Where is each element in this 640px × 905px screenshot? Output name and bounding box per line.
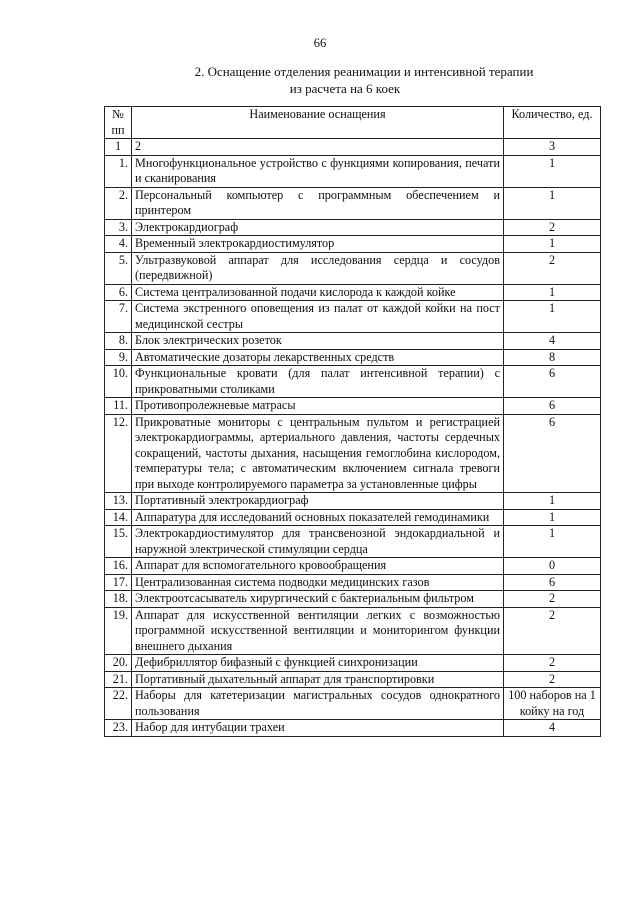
equipment-name: Централизованная система подводки медицинских газов	[132, 574, 504, 591]
equipment-quantity: 1	[504, 301, 601, 333]
equipment-name: Набор для интубации трахеи	[132, 720, 504, 737]
equipment-quantity: 1	[504, 236, 601, 253]
table-row	[105, 655, 601, 672]
row-number: 10.	[105, 366, 132, 398]
table-row	[105, 720, 601, 737]
equipment-quantity: 4	[504, 720, 601, 737]
table-row	[105, 219, 601, 236]
equipment-quantity: 1	[504, 155, 601, 187]
section-title-line1: 2. Оснащение отделения реанимации и интенсивной терапии	[194, 64, 534, 79]
equipment-name: Система экстренного оповещения из палат от каждой койки на пост медицинской сестры	[132, 301, 504, 333]
row-number: 16.	[105, 558, 132, 575]
row-number: 13.	[105, 493, 132, 510]
equipment-quantity: 6	[504, 366, 601, 398]
equipment-name: Блок электрических розеток	[132, 333, 504, 350]
row-number: 21.	[105, 671, 132, 688]
equipment-name: Противопролежневые матрасы	[132, 398, 504, 415]
table-row	[105, 333, 601, 350]
equipment-name: Автоматические дозаторы лекарственных средств	[132, 349, 504, 366]
equipment-quantity: 2	[504, 607, 601, 655]
table-row	[105, 301, 601, 333]
equipment-quantity: 6	[504, 574, 601, 591]
header-qty: Количество, ед.	[504, 107, 601, 139]
equipment-quantity: 2	[504, 655, 601, 672]
table-row	[105, 236, 601, 253]
table-row	[105, 671, 601, 688]
equipment-name: Многофункциональное устройство с функциями копирования, печати и сканирования	[132, 155, 504, 187]
table-row	[105, 574, 601, 591]
equipment-quantity: 100 наборов на 1 койку на год	[504, 688, 601, 720]
table-row	[105, 398, 601, 415]
column-index-row	[105, 139, 601, 156]
table-row	[105, 558, 601, 575]
equipment-name: Персональный компьютер с программным обеспечением и принтером	[132, 187, 504, 219]
equipment-name: Электроотсасыватель хирургический с бактериальным фильтром	[132, 591, 504, 608]
equipment-quantity: 6	[504, 398, 601, 415]
table-row	[105, 607, 601, 655]
table-row	[105, 349, 601, 366]
equipment-name: Аппарат для искусственной вентиляции легких с возможностью программной искусственной вентиляции и мониторингом функции внешнего дыхания	[132, 607, 504, 655]
row-number: 6.	[105, 284, 132, 301]
table-row	[105, 284, 601, 301]
index-cell: 2	[132, 139, 504, 156]
equipment-quantity: 8	[504, 349, 601, 366]
equipment-quantity: 1	[504, 284, 601, 301]
header-name: Наименование оснащения	[132, 107, 504, 139]
table-row	[105, 155, 601, 187]
equipment-quantity: 1	[504, 509, 601, 526]
equipment-name: Дефибриллятор бифазный с функцией синхронизации	[132, 655, 504, 672]
equipment-name: Электрокардиостимулятор для трансвенозной эндокардиальной и наружной электрической стимуляции сердца	[132, 526, 504, 558]
row-number: 9.	[105, 349, 132, 366]
equipment-name: Функциональные кровати (для палат интенсивной терапии) с прикроватными столиками	[132, 366, 504, 398]
equipment-quantity: 2	[504, 591, 601, 608]
equipment-quantity: 4	[504, 333, 601, 350]
row-number: 12.	[105, 414, 132, 493]
equipment-name: Временный электрокардиостимулятор	[132, 236, 504, 253]
row-number: 7.	[105, 301, 132, 333]
index-cell: 1	[105, 139, 132, 156]
row-number: 23.	[105, 720, 132, 737]
equipment-name: Электрокардиограф	[132, 219, 504, 236]
index-cell: 3	[504, 139, 601, 156]
equipment-name: Прикроватные мониторы с центральным пультом и регистрацией электрокардиограммы, артериального давления, частоты сердечных сокращений, частоты дыхания, насыщения гемоглобина кислородом, температуры тела; с автоматическим включением сигнала тревоги при выходе контролируемого параметра за установленные цифры	[132, 414, 504, 493]
row-number: 1.	[105, 155, 132, 187]
equipment-quantity: 2	[504, 219, 601, 236]
equipment-quantity: 0	[504, 558, 601, 575]
row-number: 15.	[105, 526, 132, 558]
section-title-line2: из расчета на 6 коек	[289, 81, 401, 96]
table-row	[105, 366, 601, 398]
equipment-quantity: 2	[504, 671, 601, 688]
equipment-name: Наборы для катетеризации магистральных сосудов однократного пользования	[132, 688, 504, 720]
equipment-name: Система централизованной подачи кислорода к каждой койке	[132, 284, 504, 301]
table-row	[105, 509, 601, 526]
row-number: 8.	[105, 333, 132, 350]
table-row	[105, 414, 601, 493]
equipment-name: Ультразвуковой аппарат для исследования сердца и сосудов (передвижной)	[132, 252, 504, 284]
equipment-name: Аппарат для вспомогательного кровообращения	[132, 558, 504, 575]
row-number: 20.	[105, 655, 132, 672]
equipment-name: Портативный дыхательный аппарат для транспортировки	[132, 671, 504, 688]
equipment-table	[104, 106, 601, 737]
equipment-quantity: 6	[504, 414, 601, 493]
row-number: 11.	[105, 398, 132, 415]
equipment-quantity: 2	[504, 252, 601, 284]
row-number: 17.	[105, 574, 132, 591]
equipment-quantity: 1	[504, 187, 601, 219]
table-row	[105, 526, 601, 558]
equipment-quantity: 1	[504, 493, 601, 510]
row-number: 4.	[105, 236, 132, 253]
table-row	[105, 187, 601, 219]
table-row	[105, 252, 601, 284]
section-title	[0, 63, 640, 97]
row-number: 2.	[105, 187, 132, 219]
table-row	[105, 688, 601, 720]
row-number: 19.	[105, 607, 132, 655]
table-row	[105, 591, 601, 608]
row-number: 22.	[105, 688, 132, 720]
page-number: 66	[313, 36, 327, 50]
header-num: № пп	[105, 107, 132, 139]
row-number: 5.	[105, 252, 132, 284]
table-header-row	[105, 107, 601, 139]
equipment-name: Аппаратура для исследований основных показателей гемодинамики	[132, 509, 504, 526]
row-number: 14.	[105, 509, 132, 526]
equipment-name: Портативный электрокардиограф	[132, 493, 504, 510]
row-number: 3.	[105, 219, 132, 236]
table-body	[105, 139, 601, 737]
table-row	[105, 493, 601, 510]
equipment-quantity: 1	[504, 526, 601, 558]
row-number: 18.	[105, 591, 132, 608]
